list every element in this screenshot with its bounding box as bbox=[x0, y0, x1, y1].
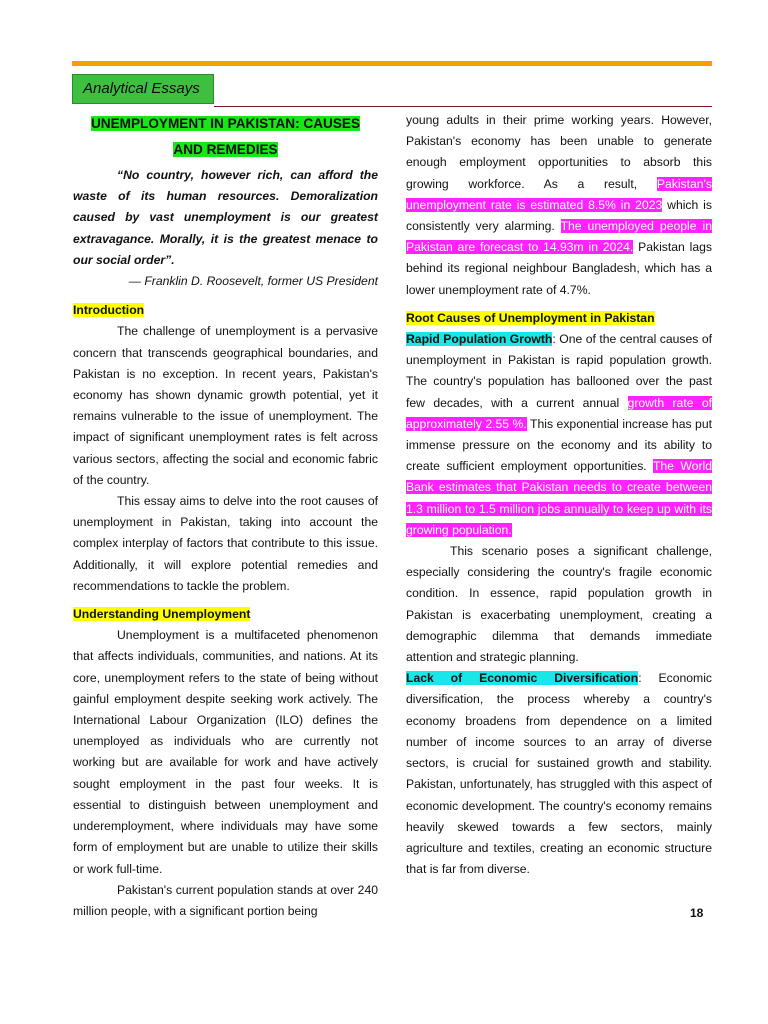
title-line-2: AND REMEDIES bbox=[173, 142, 278, 157]
rapid-growth-label: Rapid Population Growth bbox=[406, 332, 553, 347]
introduction-heading: Introduction bbox=[73, 303, 145, 318]
rapid-growth-paragraph: Rapid Population Growth: One of the central causes of unemployment in Pakistan is rapid population growth. The country's population has ballooned over the past few decades, with a current annual growth rate of approximately 2.55 %. This exponential increase has put immense pressure on the economy and its ability to create sufficient employment opportunities. The World Bank estimates that Pakistan needs to create between 1.3 million to 1.5 million jobs annually to keep up with its growing population. bbox=[406, 332, 713, 537]
right-column bbox=[406, 110, 712, 880]
intro-paragraph-2: This essay aims to delve into the root causes of unemployment in Pakistan, taking into account the complex interplay of factors that contribute to this issue. Additionally, it will explore potential remedies and recommendations to tackle the problem. bbox=[73, 494, 378, 593]
understanding-heading: Understanding Unemployment bbox=[73, 607, 251, 622]
growth-rate-highlight: growth rate of approximately 2.55 %. bbox=[406, 395, 712, 431]
left-column bbox=[73, 110, 378, 922]
section-label: Analytical Essays bbox=[72, 74, 214, 104]
header-divider bbox=[214, 106, 712, 107]
title-line-1: UNEMPLOYMENT IN PAKISTAN: CAUSES bbox=[90, 116, 361, 131]
understanding-paragraph: Unemployment is a multifaceted phenomenon that affects individuals, communities, and nations. At its core, unemployment refers to the state of being without gainful employment despite seeking work actively. The International Labour Organization (ILO) defines the unemployed as individuals who are currently not working but are available for work and have actively sought employment in the past four weeks. It is essential to distinguish between unemployment and underemployment, where individuals may have some form of employment but are unable to utilize their skills or work full-time. bbox=[73, 628, 378, 876]
world-bank-highlight: The World Bank estimates that Pakistan needs to create between 1.3 million to 1.5 million jobs annually to keep up with its growing population. bbox=[406, 459, 713, 537]
article-title bbox=[73, 111, 378, 163]
unemployment-rate-highlight: Pakistan's unemployment rate is estimated 8.5% in 2023 bbox=[406, 176, 712, 212]
forecast-highlight: The unemployed people in Pakistan are forecast to 14.93m in 2024. bbox=[406, 219, 712, 255]
epigraph-quote: “No country, however rich, can afford the waste of its human resources. Demoralization caused by vast unemployment is our greatest extravagance. Morally, it is the greatest menace to our social order”. bbox=[73, 168, 378, 267]
top-orange-rule bbox=[72, 61, 712, 66]
epigraph-attribution: — Franklin D. Roosevelt, former US President bbox=[128, 274, 378, 289]
continuation-paragraph: young adults in their prime working years. However, Pakistan's economy has been unable to generate enough employment opportunities to absorb this growing workforce. As a result, Pakistan's unemployment rate is estimated 8.5% in 2023 which is consistently very alarming. The unemployed people in Pakistan are forecast to 14.93m in 2024. Pakistan lags behind its regional neighbour Bangladesh, which has a lower unemployment rate of 4.7%. bbox=[406, 113, 712, 297]
population-paragraph: Pakistan's current population stands at over 240 million people, with a significant portion being bbox=[73, 882, 378, 918]
diversification-paragraph: Lack of Economic Diversification: Economic diversification, the process whereby a country's economy broadens from dependence on a limited number of income sources to an array of diverse sectors, is crucial for sustained growth and stability. Pakistan, unfortunately, has struggled with this aspect of economic development. The country's economy remains heavily skewed towards a few sectors, mainly agriculture and textiles, creating an economic structure that is far from diverse. bbox=[406, 671, 712, 877]
scenario-paragraph: This scenario poses a significant challenge, especially considering the country's fragile economic condition. In essence, rapid population growth in Pakistan is exacerbating unemployment, creating a demographic dilemma that demands immediate attention and strategic planning. bbox=[406, 544, 712, 665]
root-causes-heading: Root Causes of Unemployment in Pakistan bbox=[406, 310, 655, 325]
page-number: 18 bbox=[690, 906, 704, 920]
diversification-label: Lack of Economic Diversification bbox=[406, 671, 639, 686]
intro-paragraph-1: The challenge of unemployment is a pervasive concern that transcends geographical boundaries, and Pakistan is no exception. In recent years, Pakistan's economy has shown dynamic growth potential, yet it remains vulnerable to the issue of unemployment. The impact of significant unemployment rates is felt across various sectors, affecting the social and economic fabric of the country. bbox=[73, 324, 378, 487]
